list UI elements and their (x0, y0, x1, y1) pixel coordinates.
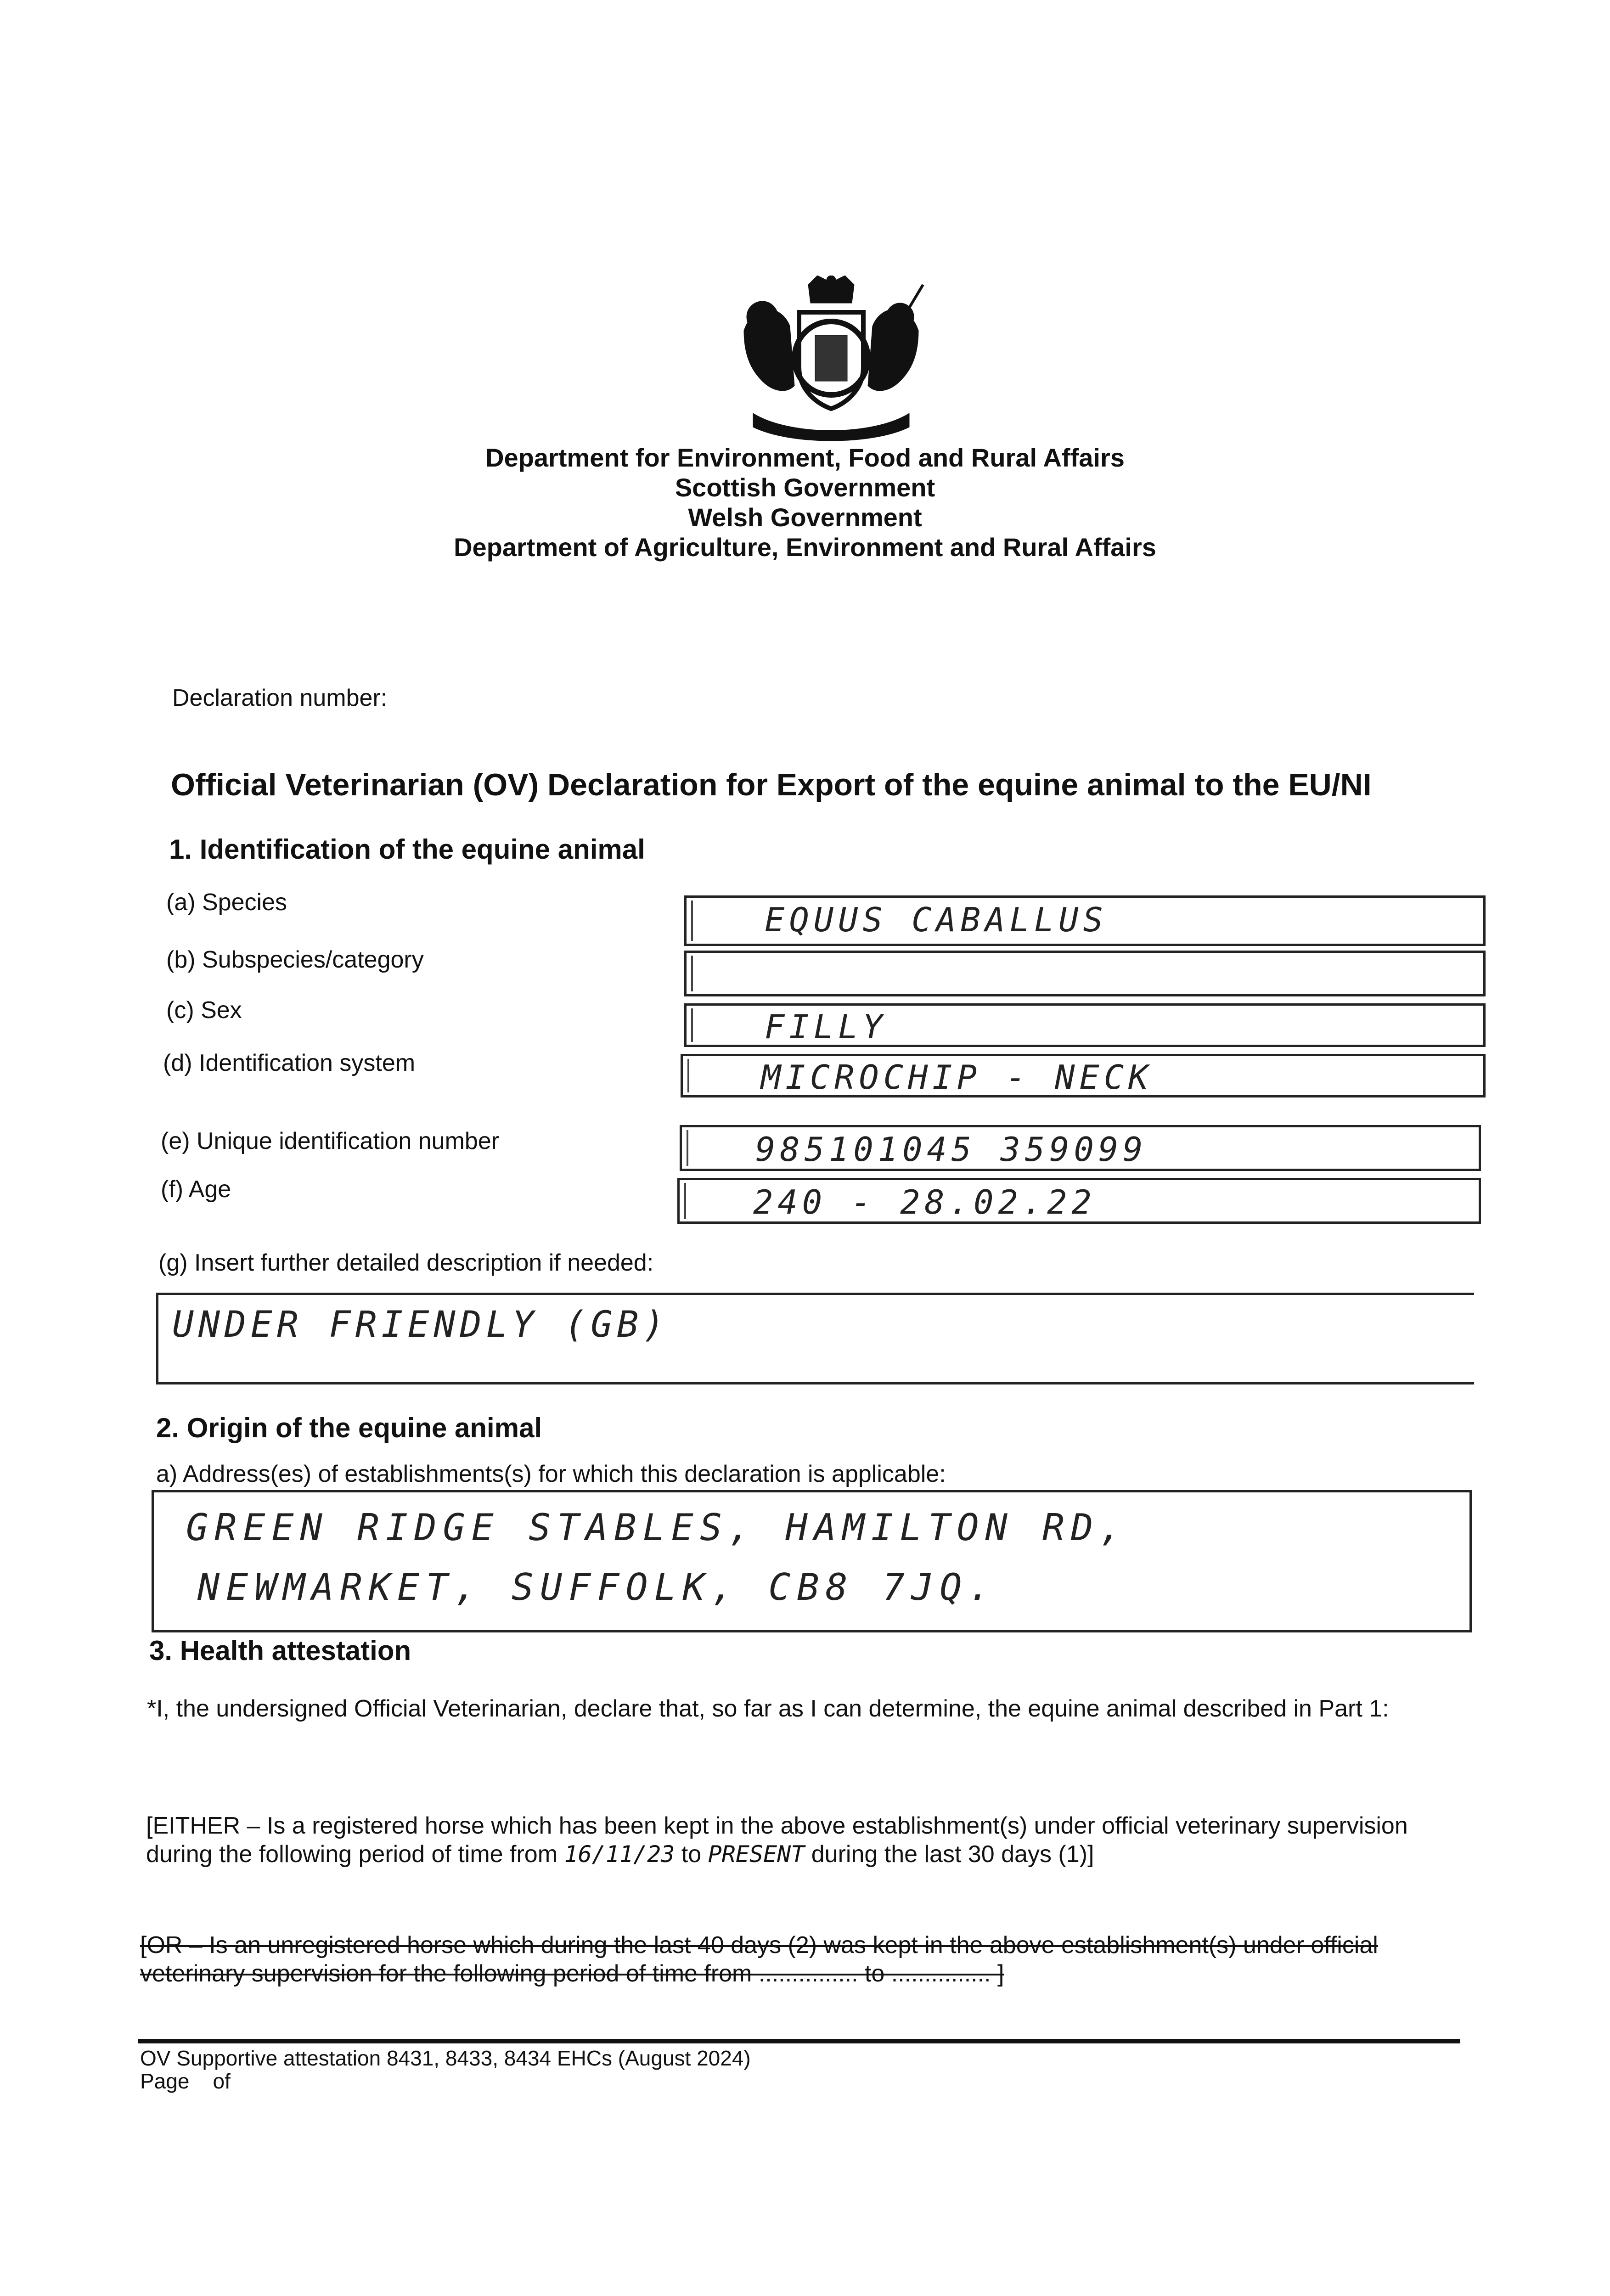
section3-heading: 3. Health attestation (149, 1635, 411, 1666)
either-statement (146, 1812, 1469, 1868)
royal-coat-of-arms-icon (735, 276, 928, 445)
sex-value: FILLY (765, 1007, 887, 1046)
species-field[interactable] (684, 895, 1486, 946)
unique-id-value: 985101045 359099 (755, 1130, 1148, 1169)
subspecies-field[interactable] (684, 951, 1486, 996)
footer-rule (138, 2039, 1460, 2043)
department-scottish-government: Scottish Government (675, 473, 935, 502)
page-title: Official Veterinarian (OV) Declaration for Export of the equine animal to the EU/NI (171, 767, 1372, 802)
species-value: EQUUS CABALLUS (765, 900, 1108, 939)
department-daera: Department of Agriculture, Environment and Rural Affairs (454, 533, 1156, 562)
identification-system-value: MICROCHIP - NECK (761, 1058, 1153, 1097)
further-description-value: UNDER FRIENDLY (GB) (172, 1304, 670, 1345)
department-defra: Department for Environment, Food and Rural Affairs (485, 443, 1125, 472)
department-welsh-government: Welsh Government (688, 503, 922, 532)
footer-page-number: Page of (140, 2069, 231, 2093)
address-line1: GREEN RIDGE STABLES, HAMILTON RD, (186, 1506, 1128, 1549)
either-text-part2: during the last 30 days (1)] (811, 1841, 1094, 1868)
unique-id-field[interactable] (680, 1125, 1481, 1171)
address-field[interactable] (152, 1490, 1472, 1632)
declaration-number-label: Declaration number: (172, 685, 388, 711)
section1-heading: 1. Identification of the equine animal (169, 834, 645, 865)
either-to-word: to (681, 1841, 702, 1868)
sex-label: (c) Sex (166, 997, 242, 1024)
address-line2: NEWMARKET, SUFFOLK, CB8 7JQ. (197, 1566, 997, 1609)
sex-field[interactable] (684, 1003, 1486, 1047)
either-text-part1: [EITHER – Is a registered horse which has been kept in the above establishment(s) under official veterinary supervision during the following period of time from (146, 1812, 1408, 1868)
age-field[interactable] (677, 1178, 1481, 1224)
address-label: a) Address(es) of establishments(s) for which this declaration is applicable: (156, 1461, 946, 1487)
identification-system-label: (d) Identification system (163, 1050, 416, 1076)
either-from-date: 16/11/23 (564, 1841, 675, 1868)
further-description-label: (g) Insert further detailed description if needed: (158, 1249, 654, 1276)
section2-heading: 2. Origin of the equine animal (156, 1412, 542, 1443)
age-label: (f) Age (161, 1176, 231, 1203)
either-to-date: PRESENT (708, 1841, 805, 1868)
age-value: 240 - 28.02.22 (753, 1183, 1096, 1221)
or-statement-struck: [OR – Is an unregistered horse which during the last 40 days (2) was kept in the above establishment(s) under official veterinary supervision for the following period of time from ............... to ............... ] (140, 1932, 1378, 1987)
footer-attestation-reference: OV Supportive attestation 8431, 8433, 8434 EHCs (August 2024) (140, 2046, 751, 2070)
species-label: (a) Species (166, 889, 287, 916)
unique-id-label: (e) Unique identification number (161, 1128, 500, 1154)
health-attestation-intro: *I, the undersigned Official Veterinarian, declare that, so far as I can determine, the equine animal described in Part 1: (147, 1695, 1389, 1722)
identification-system-field[interactable] (681, 1054, 1486, 1097)
subspecies-label: (b) Subspecies/category (166, 946, 424, 973)
further-description-field[interactable] (156, 1293, 1474, 1384)
